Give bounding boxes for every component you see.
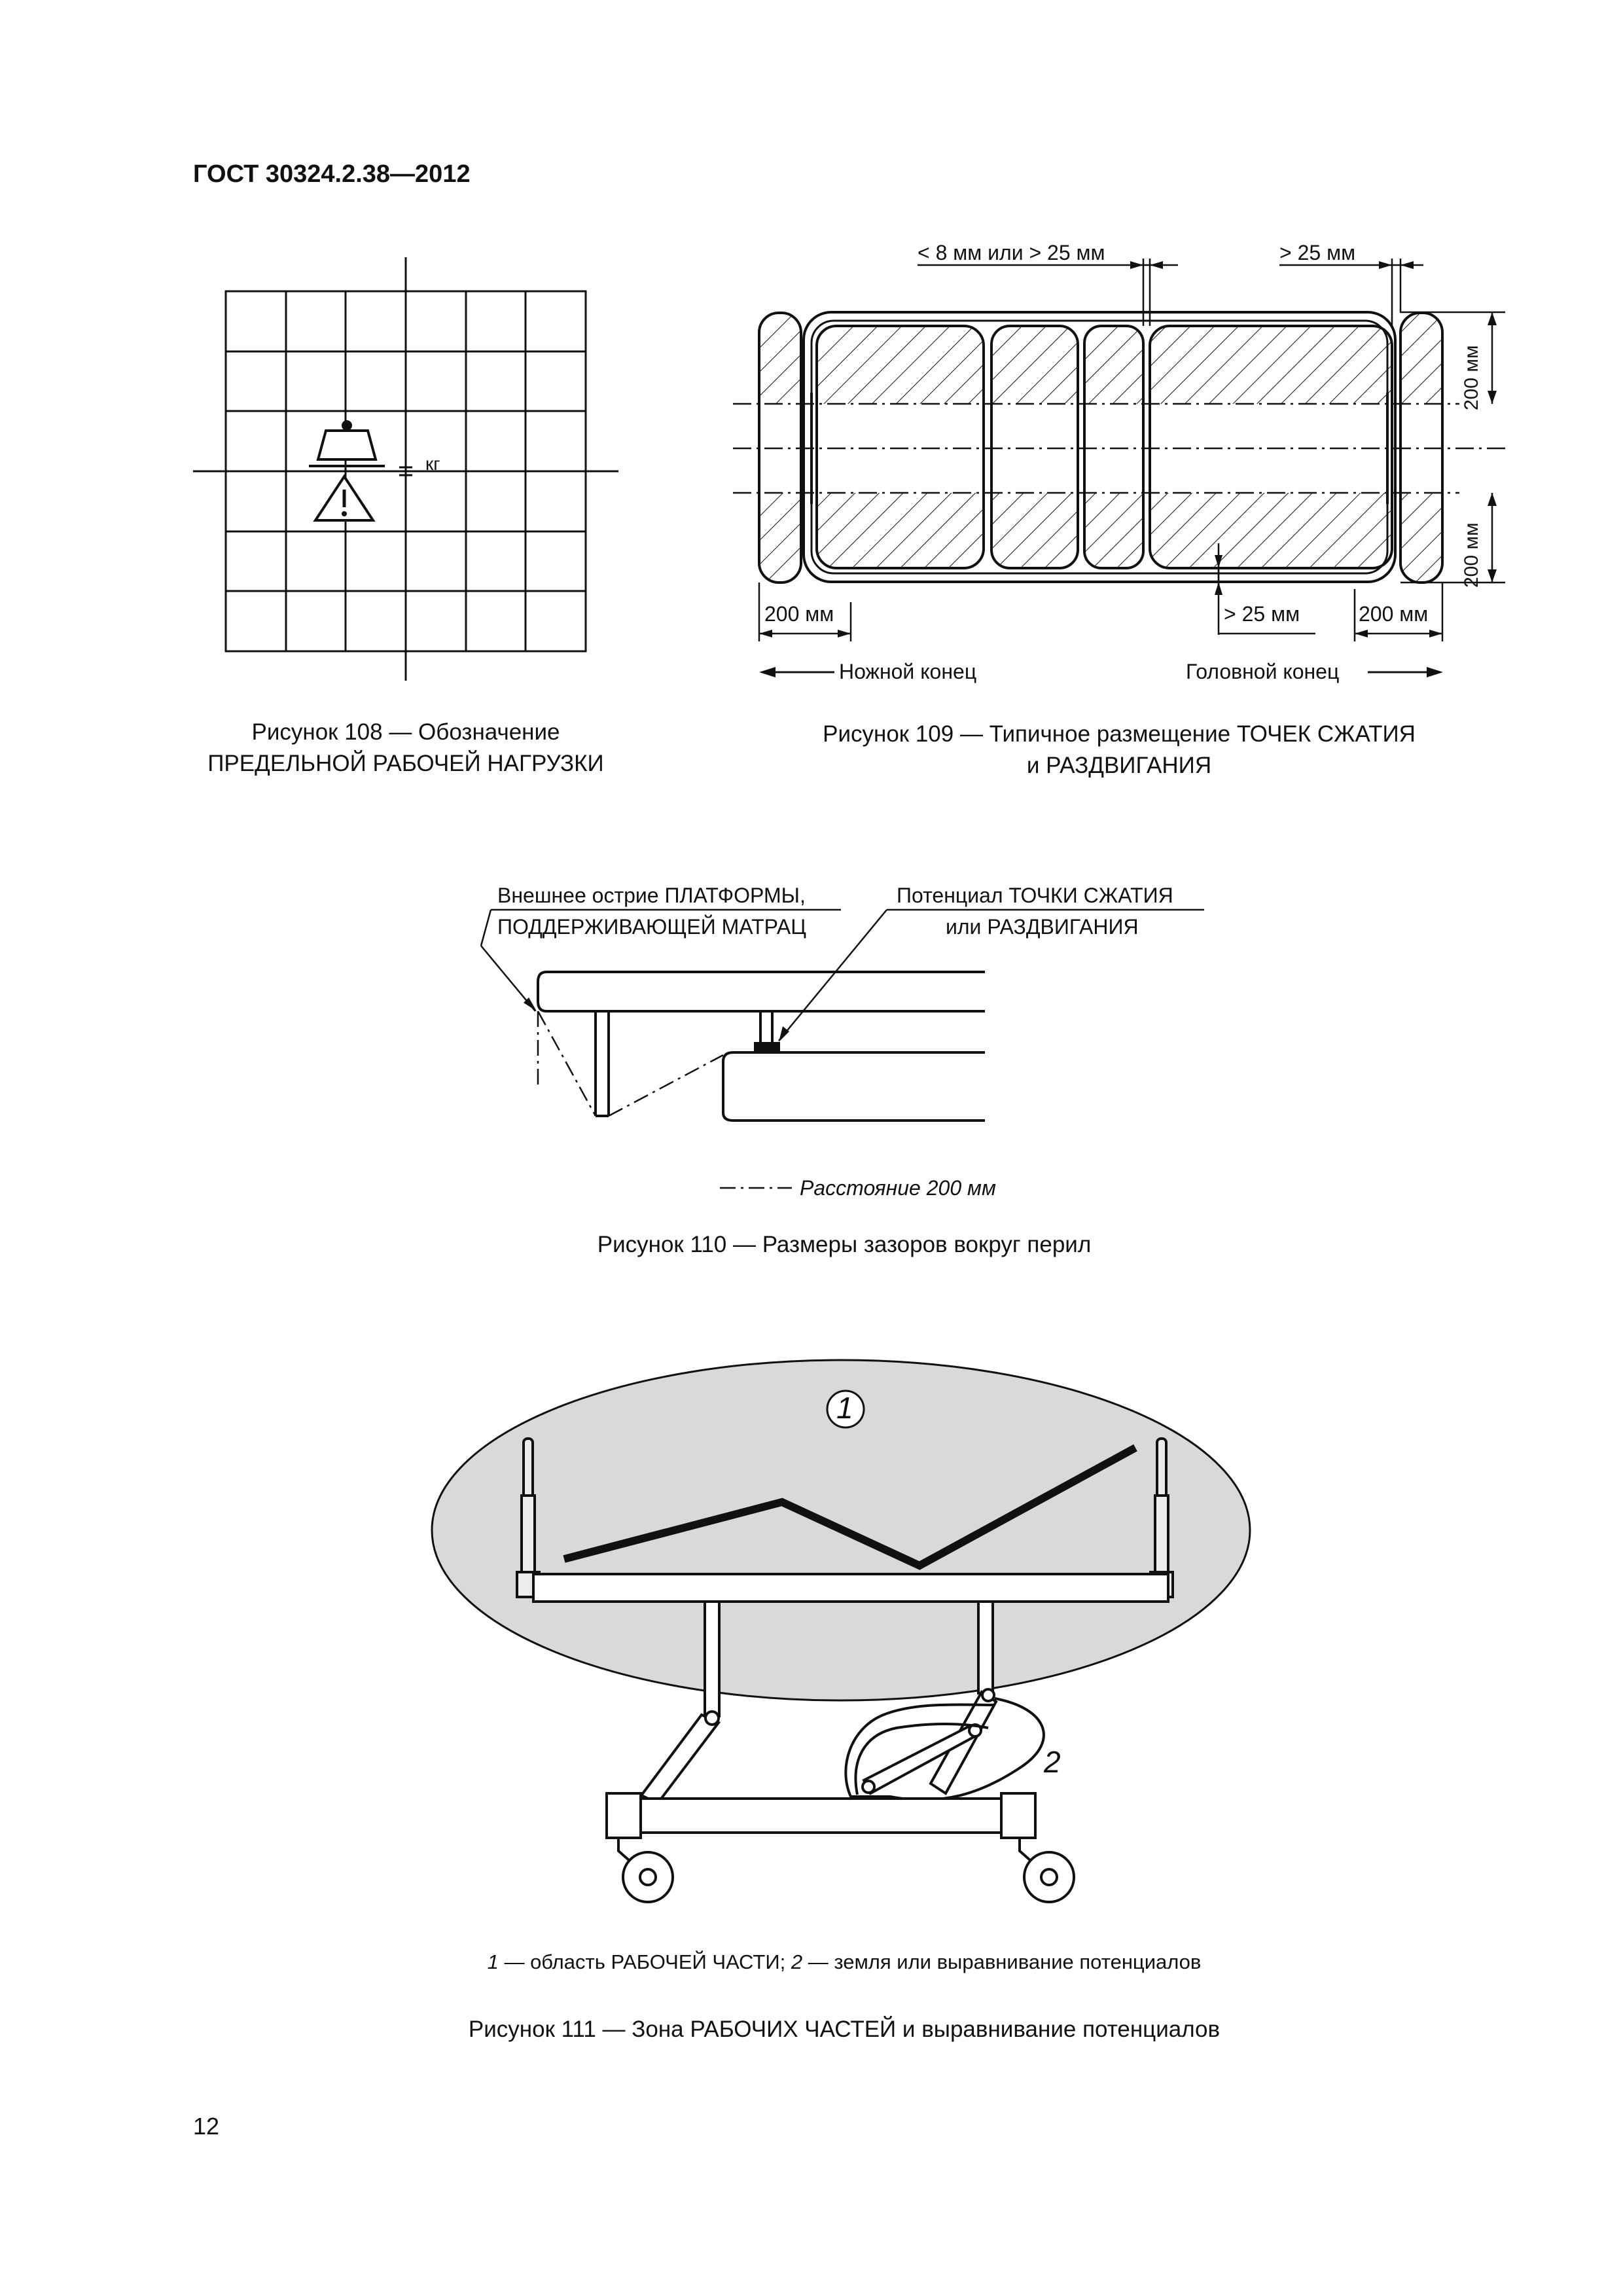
legend-num-1: 1	[487, 1950, 499, 1973]
legend-num-2: 2	[791, 1950, 803, 1973]
unit-label: кг	[425, 454, 440, 474]
figure-108-caption-line2: ПРЕДЕЛЬНОЙ РАБОЧЕЙ НАГРУЗКИ	[207, 751, 604, 776]
figure-111-legend	[458, 1950, 1230, 1974]
figure-109-caption-line1: Рисунок 109 — Типичное размещение ТОЧЕК СЖАТИЯ	[823, 721, 1416, 747]
label-platform-edge-1: Внешнее острие ПЛАТФОРМЫ,	[497, 884, 806, 907]
foot-end-label: Ножной конец	[839, 660, 977, 683]
dim-right-upper: 200 мм	[1461, 345, 1482, 410]
figure-111-caption: Рисунок 111 — Зона РАБОЧИХ ЧАСТЕЙ и выравнивание потенциалов	[468, 2017, 1221, 2042]
dim-bottom-right: 200 мм	[1359, 602, 1429, 626]
head-end-label: Головной конец	[1186, 660, 1340, 683]
dim-top-right: > 25 мм	[1279, 241, 1356, 264]
label-pinch-point-1: Потенциал ТОЧКИ СЖАТИЯ	[897, 884, 1173, 907]
figure-110-caption: Рисунок 110 — Размеры зазоров вокруг перил	[597, 1232, 1092, 1257]
figure-109-caption-line2: и РАЗДВИГАНИЯ	[1026, 753, 1212, 778]
marker-applied-part: 1	[836, 1391, 853, 1425]
legend-text-1: — область РАБОЧЕЙ ЧАСТИ;	[498, 1950, 791, 1973]
page-number: 12	[193, 2113, 220, 2140]
legend-text-2: — земля или выравнивание потенциалов	[802, 1950, 1202, 1973]
label-platform-edge-2: ПОДДЕРЖИВАЮЩЕЙ МАТРАЦ	[497, 915, 806, 939]
figure-108-caption-line1: Рисунок 108 — Обозначение	[251, 719, 560, 745]
label-pinch-point-2: или РАЗДВИГАНИЯ	[946, 915, 1139, 939]
dim-top-left: < 8 мм или > 25 мм	[918, 241, 1105, 264]
dim-bottom-mid: > 25 мм	[1224, 602, 1300, 626]
marker-ground: 2	[1044, 1745, 1061, 1779]
dim-right-lower: 200 мм	[1461, 522, 1482, 588]
legend-distance: Расстояние 200 мм	[800, 1176, 996, 1200]
dim-bottom-left: 200 мм	[764, 602, 834, 626]
document-header: ГОСТ 30324.2.38—2012	[193, 160, 471, 188]
